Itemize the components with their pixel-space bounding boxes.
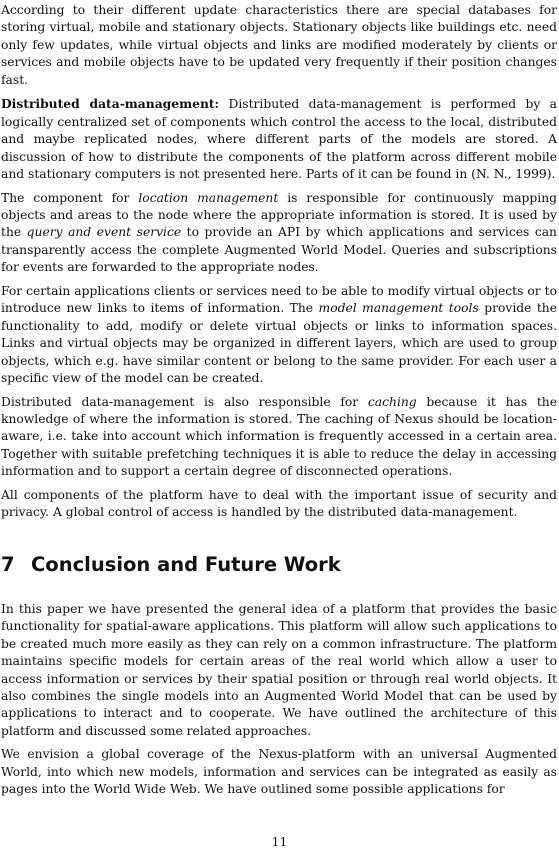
paragraph-text: We envision a global coverage of the Nexus-platform with an universal Augmented World, into which new models, information and services can be integrated as easily as pages into the World Wide Web. We have outlined some possible applications for: [1, 747, 557, 797]
paragraph-location-management: [1, 190, 557, 277]
paragraph-security: [1, 487, 557, 522]
section-heading: [1, 553, 557, 577]
paragraph-text: In this paper we have presented the general idea of a platform that provides the basic functionality for spatial-aware applications. This platform will allow such applications to be created much more easily as they can rely on a common infrastructure. The platform maintains specific models for certain areas of the real world which allow a user to access information or services by their spatial position or through real world objects. It also combines the single models into an Augmented World Model that can be used by applications to interact and to cooperate. We have outlined the architecture of this platform and discussed some related approaches.: [1, 601, 557, 738]
paragraph-text: to provide an API by which applications and services can transparently access the complete Augmented World Model. Queries and subscriptions for events are forwarded to the appropriate nodes.: [1, 225, 557, 275]
paragraph-text: because it has the knowledge of where the information is stored. The caching of Nexus should be location-aware, i.e. take into account which information is frequently accessed in a certain area. Together with suitable prefetching techniques it is able to reduce the delay in accessing information and to support a certain degree of disconnected operations.: [1, 394, 557, 479]
paragraph-model-management: [1, 283, 557, 388]
emphasis-term: query and event service: [26, 225, 182, 240]
paragraph-text: provide the functionality to add, modify or delete virtual objects or links to information spaces. Links and virtual objects may be organized in different layers, which are used to group objects, which e.g. have similar content or belong to the same provider. For each user a specific view of the model can be created.: [1, 301, 557, 386]
paragraph-text: For certain applications clients or services need to be able to modify virtual objects or to introduce new links to items of information. The: [1, 283, 557, 316]
page-number: 11: [271, 835, 288, 849]
emphasis-term: caching: [367, 394, 417, 409]
paragraph-future-work: [1, 746, 557, 798]
paragraph-text: is responsible for continuously mapping objects and areas to the node where the appropriate information is stored. It is used by the: [1, 190, 557, 240]
paragraph-lead: Distributed data-management:: [1, 96, 220, 112]
emphasis-term: location management: [138, 190, 279, 205]
paragraph-text: Distributed data-management is performed by a logically centralized set of components which control the access to the local, distributed and maybe replicated nodes, where different parts of the models are stored. A discussion of how to distribute the components of the platform across different mobile and stationary computers is not presented here. Parts of it can be found in (N. N., 1999).: [1, 97, 557, 182]
paragraph-text: According to their different update characteristics there are special databases for storing virtual, mobile and stationary objects. Stationary objects like buildings etc. need only few updates, while virtual objects and links are modified moderately by clients or services and mobile objects have to be updated very frequently if their position changes fast.: [1, 3, 557, 87]
section-number: 7: [1, 552, 15, 576]
paragraph-text: Distributed data-management is also responsible for: [1, 394, 368, 409]
paragraph-text: The component for: [1, 190, 139, 205]
paragraph-caching: [1, 394, 557, 481]
paragraph-storage: [1, 2, 557, 89]
paragraph-conclusion: [1, 601, 557, 741]
paragraph-text: All components of the platform have to deal with the important issue of security and privacy. A global control of access is handled by the distributed data-management.: [1, 487, 557, 520]
paragraph-distributed-data-management: [1, 95, 557, 183]
emphasis-term: model management tools: [318, 301, 479, 316]
section-title: Conclusion and Future Work: [31, 552, 341, 576]
